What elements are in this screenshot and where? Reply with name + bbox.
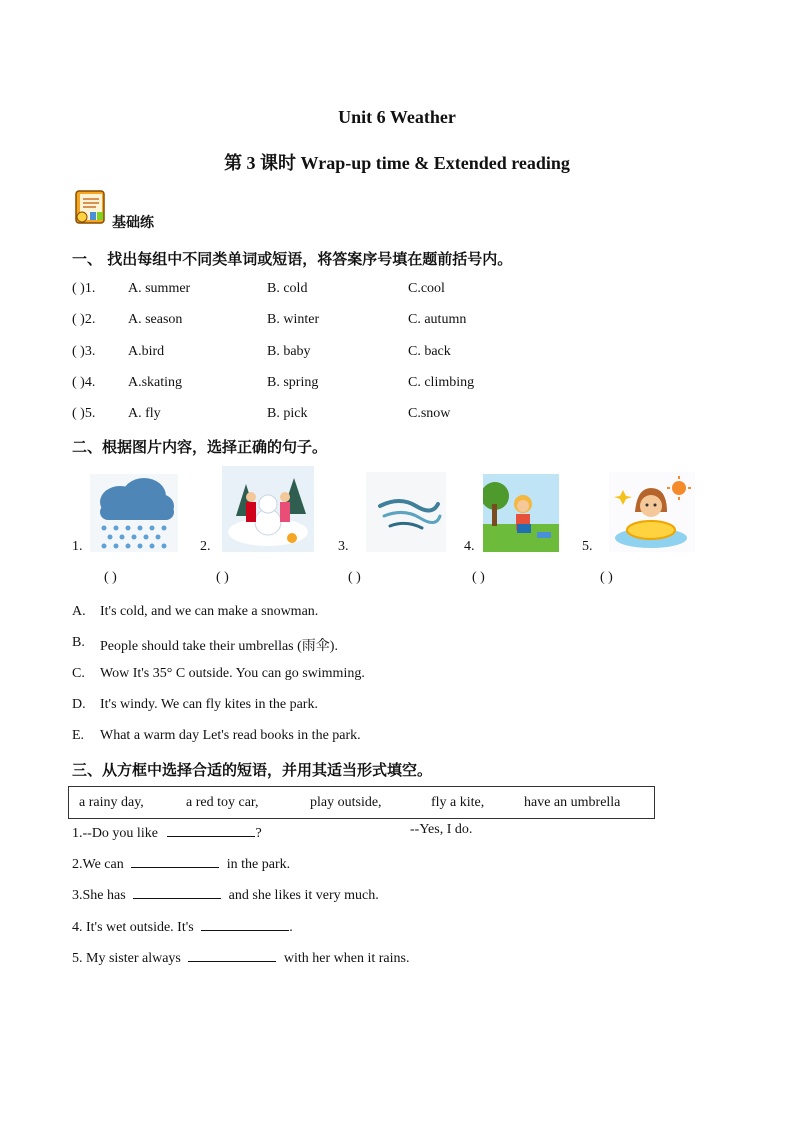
option-sentence: It's cold, and we can make a snowman. xyxy=(100,604,319,619)
option-b: B. spring xyxy=(267,375,319,390)
question-number: ( )4. xyxy=(72,375,96,390)
girl-reading-icon xyxy=(483,474,559,552)
option-a: A. fly xyxy=(128,406,161,421)
option-a: A. summer xyxy=(128,281,191,296)
question-row xyxy=(72,406,772,426)
basic-practice-label: 基础练 xyxy=(112,215,154,231)
word-box-item: a red toy car, xyxy=(186,795,259,810)
answer-blank[interactable] xyxy=(167,822,255,837)
question-number: ( )2. xyxy=(72,312,96,327)
girl-swimming-icon xyxy=(609,472,695,552)
question-text: in the park. xyxy=(226,857,291,872)
word-box xyxy=(68,786,655,819)
option-c: C.cool xyxy=(408,281,445,296)
option-letter: C. xyxy=(72,666,85,681)
option-c: C.snow xyxy=(408,406,451,421)
option-letter: E. xyxy=(72,728,85,743)
question-number: ( )1. xyxy=(72,281,96,296)
snowman-kids-icon xyxy=(222,466,314,552)
option-a: A.skating xyxy=(128,375,183,390)
option-b: B. cold xyxy=(267,281,308,296)
question-text: 2.We can xyxy=(72,857,124,872)
question-text: with her when it rains. xyxy=(283,951,410,966)
picture-number: 4. xyxy=(464,539,475,554)
option-letter: A. xyxy=(72,604,86,619)
question-text: . xyxy=(289,920,293,935)
option-c: C. back xyxy=(408,344,451,359)
option-b: B. winter xyxy=(267,312,320,327)
dialogue-answer: --Yes, I do. xyxy=(410,822,473,837)
question-text: ? xyxy=(255,826,262,841)
section1-heading: 一、 找出每组中不同类单词或短语，将答案序号填在题前括号内。 xyxy=(72,250,513,268)
answer-blank[interactable] xyxy=(188,947,276,962)
fill-question xyxy=(72,822,262,842)
option-a: A. season xyxy=(128,312,183,327)
picture-number: 5. xyxy=(582,539,593,554)
option-b: B. baby xyxy=(267,344,311,359)
picture-number: 3. xyxy=(338,539,349,554)
wind-icon xyxy=(366,472,446,552)
fill-question xyxy=(72,884,379,904)
word-box-item: fly a kite, xyxy=(431,795,485,810)
question-number: ( )3. xyxy=(72,344,96,359)
answer-bracket[interactable]: ( ) xyxy=(216,570,229,585)
rain-cloud-icon xyxy=(90,474,178,552)
question-row xyxy=(72,375,772,395)
option-sentence: People should take their umbrellas (雨伞). xyxy=(100,639,338,654)
answer-bracket[interactable]: ( ) xyxy=(104,570,117,585)
option-sentence: What a warm day Let's read books in the park. xyxy=(100,728,361,743)
question-text: 4. It's wet outside. It's xyxy=(72,920,194,935)
question-text: 3.She has xyxy=(72,888,126,903)
word-box-item: a rainy day, xyxy=(79,795,144,810)
option-sentence: Wow It's 35° C outside. You can go swimming. xyxy=(100,666,365,681)
fill-question xyxy=(72,916,293,936)
question-row xyxy=(72,344,772,364)
option-c: C. climbing xyxy=(408,375,475,390)
option-a: A.bird xyxy=(128,344,165,359)
fill-question xyxy=(72,947,409,967)
word-box-item: have an umbrella xyxy=(524,795,621,810)
picture-number: 1. xyxy=(72,539,83,554)
answer-bracket[interactable]: ( ) xyxy=(600,570,613,585)
fill-question xyxy=(72,853,290,873)
option-letter: B. xyxy=(72,635,85,650)
question-text: and she likes it very much. xyxy=(228,888,379,903)
page-title: Unit 6 Weather xyxy=(338,107,456,127)
option-letter: D. xyxy=(72,697,86,712)
option-b: B. pick xyxy=(267,406,308,421)
question-text: 1.--Do you like xyxy=(72,826,158,841)
section2-heading: 二、根据图片内容，选择正确的句子。 xyxy=(72,438,328,456)
question-number: ( )5. xyxy=(72,406,96,421)
answer-bracket[interactable]: ( ) xyxy=(348,570,361,585)
page-subtitle: 第 3 课时 Wrap-up time & Extended reading xyxy=(224,153,570,173)
answer-blank[interactable] xyxy=(133,884,221,899)
question-row xyxy=(72,312,772,332)
option-sentence: It's windy. We can fly kites in the park. xyxy=(100,697,318,712)
answer-blank[interactable] xyxy=(131,853,219,868)
answer-bracket[interactable]: ( ) xyxy=(472,570,485,585)
picture-number: 2. xyxy=(200,539,211,554)
word-box-item: play outside, xyxy=(310,795,382,810)
section3-heading: 三、从方框中选择合适的短语，并用其适当形式填空。 xyxy=(72,761,433,779)
option-c: C. autumn xyxy=(408,312,467,327)
question-text: 5. My sister always xyxy=(72,951,181,966)
question-row xyxy=(72,281,772,301)
answer-blank[interactable] xyxy=(201,916,289,931)
notebook-icon xyxy=(72,188,110,226)
